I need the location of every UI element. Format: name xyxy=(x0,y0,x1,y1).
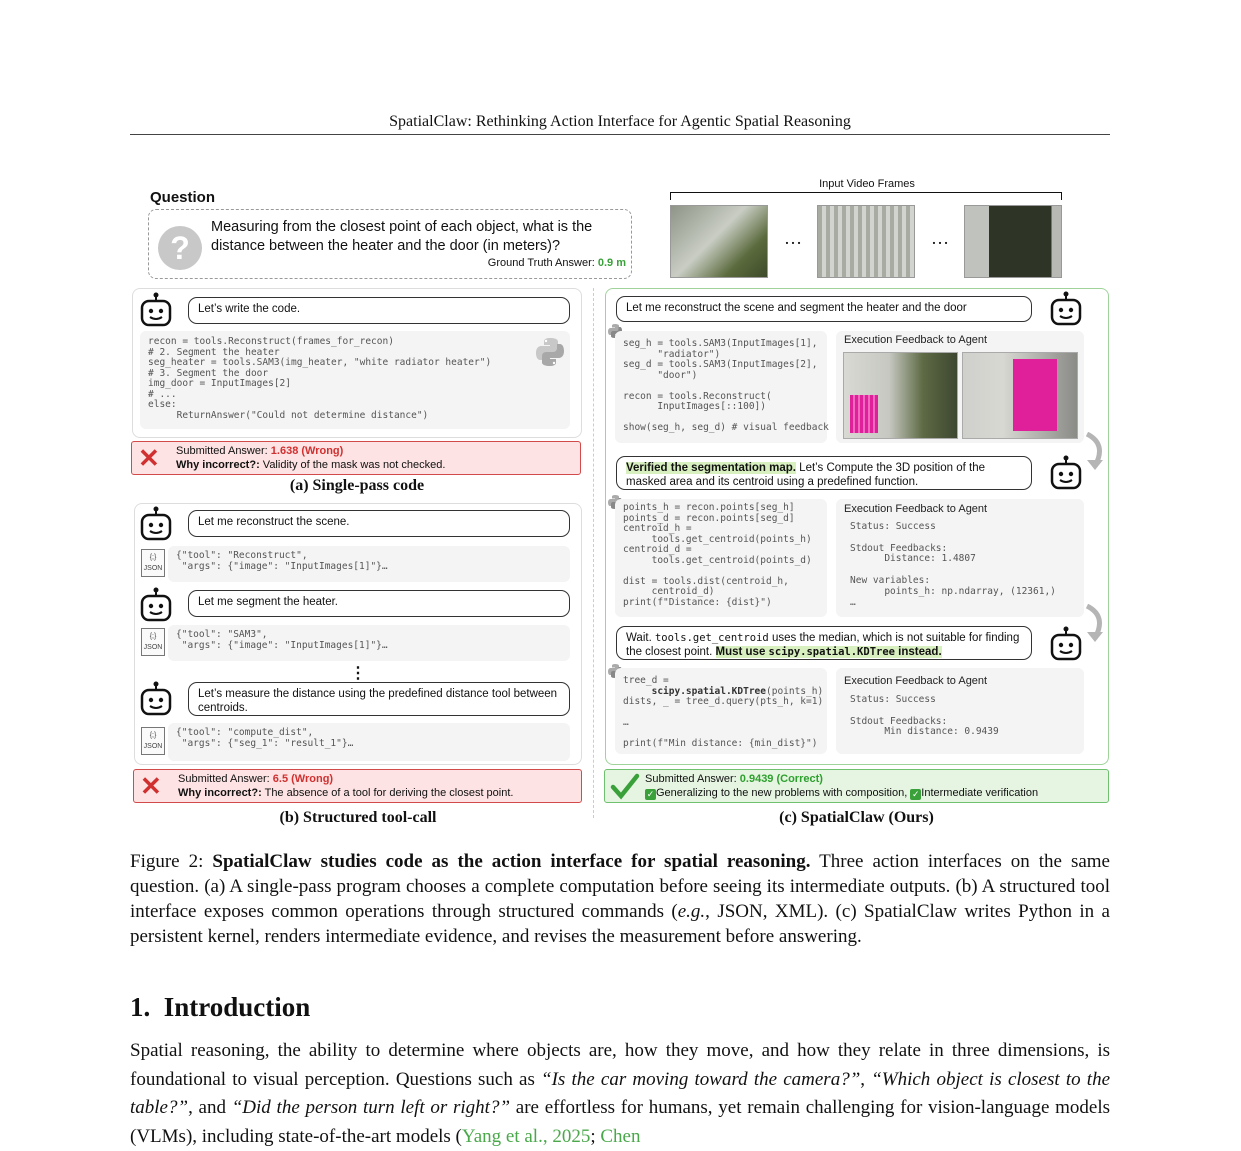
checkbox-icon: ✓ xyxy=(646,789,655,799)
feedback-title-1: Execution Feedback to Agent xyxy=(844,334,988,346)
figure-caption: Figure 2: SpatialClaw studies code as the action interface for spatial reasoning. Three action interfaces on the same question. (a) A single-pass program chooses a complete computation before seeing its intermediate outputs. (b) A structured tool interface exposes common operations through structured commands (e.g., JSON, XML). (c) SpatialClaw writes Python in a persistent kernel, renders intermediate evidence, and revises the measurement before answering. xyxy=(130,851,1110,947)
panel-c-speech-1: Let me reconstruct the scene and segment the heater and the door xyxy=(616,296,1032,322)
cross-icon: ✕ xyxy=(140,771,162,801)
panel-b-submitted: Submitted Answer: 6.5 (Wrong) xyxy=(178,773,334,785)
robot-icon xyxy=(139,506,173,547)
robot-icon xyxy=(1049,291,1083,332)
json-icon: {;} JSON xyxy=(141,628,165,656)
panel-b-speech-1: Let me reconstruct the scene. xyxy=(188,510,570,537)
cross-icon: ✕ xyxy=(138,443,160,473)
segmentation-image-door xyxy=(962,352,1078,439)
panel-b-speech-3: Let’s measure the distance using the predefined distance tool between centroids. xyxy=(188,682,570,716)
video-frame-1 xyxy=(670,205,768,278)
segmentation-image-heater xyxy=(843,352,958,439)
panel-a-why: Why incorrect?: Validity of the mask was not checked. xyxy=(176,459,446,471)
panel-divider xyxy=(593,288,594,818)
panel-c-code-1: seg_h = tools.SAM3(InputImages[1], "radiator") seg_d = tools.SAM3(InputImages[2], "door") recon = tools.Reconstruct( InputImages[::100]) show(seg_h, seg_d) # visual feedback xyxy=(615,331,827,443)
door-mask xyxy=(1013,359,1057,431)
robot-icon xyxy=(1049,626,1083,667)
panel-c-speech-2: Verified the segmentation map. Let’s Compute the 3D position of the masked area and its centroid using a predefined function. xyxy=(616,456,1032,490)
panel-c-code-2: points_h = recon.points[seg_h] points_d = recon.points[seg_d] centroid_h = tools.get_centroid(points_h) centroid_d = tools.get_centroid(points_d) dist = tools.dist(centroid_h, centroid_d) print(f"Distance: {dist}") xyxy=(615,499,827,617)
curved-arrow-icon xyxy=(1083,432,1109,475)
section-heading: 1. Introduction xyxy=(130,992,311,1022)
feedback-body-2: Status: Success Stdout Feedbacks: Distance: 1.4807 New variables: points_h: np.ndarray, (12361,) … xyxy=(850,521,1056,608)
panel-b-code-3: {"tool": "compute_dist", "args": {"seg_1": "result_1"}… xyxy=(168,723,570,761)
panel-b-code-2: {"tool": "SAM3", "args": {"image": "InputImages[1]"}… xyxy=(168,625,570,661)
panel-a-caption: (a) Single-pass code xyxy=(289,477,425,494)
vertical-ellipsis: ⋮ xyxy=(350,665,366,682)
json-icon: {;} JSON xyxy=(141,549,165,577)
python-logo-icon xyxy=(534,336,566,373)
panel-a-result xyxy=(131,441,581,475)
feedback-title-2: Execution Feedback to Agent xyxy=(844,503,988,515)
feedback-title-3: Execution Feedback to Agent xyxy=(844,675,988,687)
check-icon xyxy=(610,772,640,804)
feedback-body-3: Status: Success Stdout Feedbacks: Min distance: 0.9439 xyxy=(850,694,999,738)
frames-ellipsis-1: … xyxy=(784,228,802,248)
panel-c-code-3: tree_d = scipy.spatial.KDTree(points_h) dists, _ = tree_d.query(pts_h, k=1) … print(f"Min distance: {min_dist}") xyxy=(615,668,827,754)
citation-link[interactable]: Chen xyxy=(600,1125,641,1147)
panel-c-caption: (c) SpatialClaw (Ours) xyxy=(779,809,934,826)
curved-arrow-icon xyxy=(1083,604,1109,647)
robot-icon xyxy=(139,292,173,333)
checkbox-icon: ✓ xyxy=(912,789,920,799)
panel-c-benefits: ✓ Generalizing to the new problems with composition, ✓ Intermediate verification xyxy=(646,787,1039,799)
question-label: Question xyxy=(150,189,216,206)
panel-b-code-1: {"tool": "Reconstruct", "args": {"image": "InputImages[1]"}… xyxy=(168,546,570,582)
intro-paragraph: Spatial reasoning, the ability to determine where objects are, how they move, and how they relate in three dimensions, is foundational to visual perception. Questions such as “Is the car moving toward the camera?”, “Which object is closest to the table?”, and “Did the person turn left or right?” are effortless for humans, yet remain challenging for vision-language models (VLMs), including state-of-the-art models (Yang et al., 2025; Chen xyxy=(130,1040,1110,1147)
panel-b-why: Why incorrect?: The absence of a tool for deriving the closest point. xyxy=(178,787,514,799)
ground-truth: Ground Truth Answer: 0.9 m xyxy=(487,257,626,269)
running-header: SpatialClaw: Rethinking Action Interface for Agentic Spatial Reasoning xyxy=(130,113,1110,135)
panel-c-result xyxy=(604,769,1109,803)
panel-b-result xyxy=(133,769,582,803)
question-text: Measuring from the closest point of each object, what is the distance between the heater and the door (in meters)? xyxy=(211,219,593,254)
citation-link[interactable]: Yang et al., 2025 xyxy=(461,1125,591,1147)
robot-icon xyxy=(139,681,173,722)
heater-mask xyxy=(850,395,878,433)
frames-ellipsis-2: … xyxy=(931,228,949,248)
video-frames-label: Input Video Frames xyxy=(819,178,915,190)
frames-brace xyxy=(670,192,1062,200)
panel-b-caption: (b) Structured tool-call xyxy=(279,809,437,826)
robot-icon xyxy=(1049,455,1083,496)
json-icon: {;} JSON xyxy=(141,727,165,755)
video-frame-2 xyxy=(817,205,915,278)
panel-c-speech-3: Wait. tools.get_centroid uses the median, which is not suitable for finding the closest point. Must use scipy.spatial.KDTree instead. xyxy=(616,626,1032,660)
panel-a-speech: Let’s write the code. xyxy=(188,297,570,324)
video-frame-3 xyxy=(964,205,1062,278)
robot-icon xyxy=(139,587,173,628)
panel-c-submitted: Submitted Answer: 0.9439 (Correct) xyxy=(645,773,823,785)
panel-a-code: recon = tools.Reconstruct(frames_for_recon) # 2. Segment the heater seg_heater = tools.SAM3(img_heater, "white radiator heater") # 3. Segment the door img_door = InputImages[2] # ... else: ReturnAnswer("Could not determine distance") xyxy=(140,331,570,429)
panel-a-submitted: Submitted Answer: 1.638 (Wrong) xyxy=(176,445,344,457)
panel-b-speech-2: Let me segment the heater. xyxy=(188,590,570,617)
question-mark-icon: ? xyxy=(158,226,202,270)
